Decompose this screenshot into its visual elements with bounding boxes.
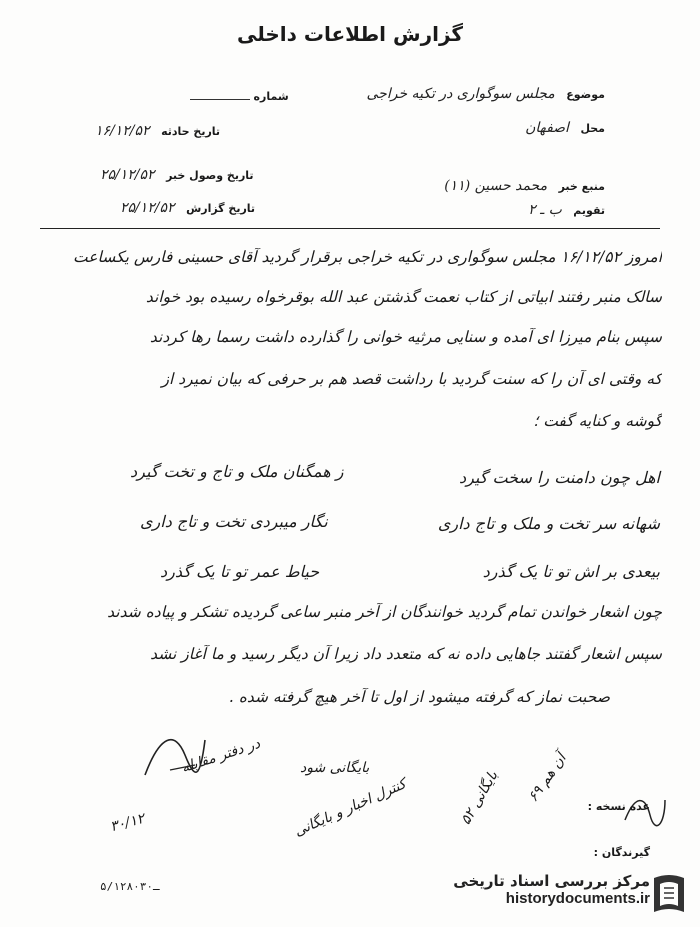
closing-line: چون اشعار خواندن تمام گردید خوانندگان از آخر منبر ساعی گردیده تشکر و پیاده شدند	[107, 603, 662, 621]
report-date-value: ۲۵/۱۲/۵۲	[120, 200, 175, 216]
annotation-note: در دفتر مقابله	[179, 735, 263, 777]
place-label: محل	[580, 122, 605, 135]
serial-number: ۵/۱۲۸۰ـ۳۰	[100, 880, 160, 893]
agent-value: محمد حسین (۱۱)	[444, 178, 548, 194]
report-date-label: تاریخ گزارش	[186, 202, 256, 215]
verse-right: بیعدی بر اش تو تا یک گذرد	[482, 562, 660, 581]
body-line: که وقتی ای آن را که سنت گردید با رداشت قصد هم بر حرفی که بیان نمیرد از	[161, 370, 662, 388]
closing-line: صحبت نماز که گرفته میشود از اول تا آخر هیچ گرفته شده .	[228, 688, 610, 706]
verse-left: نگار میبردی تخت و تاج داری	[140, 512, 328, 531]
subject-field	[367, 86, 605, 102]
verse-left: حیاط عمر تو تا یک گذرد	[160, 562, 320, 581]
receipt-date-field	[100, 167, 254, 183]
verse-right: شهانه سر تخت و ملک و تاج داری	[437, 514, 660, 533]
annotation-note: آن هم ۶۹	[525, 750, 570, 806]
header-divider	[40, 228, 660, 229]
subject-value: مجلس سوگواری در تکیه خراجی	[366, 86, 555, 102]
annotation-note: ۳۰/۱۲	[108, 810, 147, 836]
verse-right: اهل چون دامنت را سخت گیرد	[458, 468, 660, 487]
number-label: شماره	[253, 90, 289, 103]
eval-value: ب ـ ۲	[528, 202, 562, 218]
body-line: امروز ۱۶/۱۲/۵۲ مجلس سوگواری در تکیه خراجی برقرار گردید آقای حسینی فارس یکساعت	[73, 248, 662, 266]
watermark-name: مرکز بررسی اسناد تاریخی	[453, 872, 650, 890]
body-line: سپس بنام میرزا ای آمده و سنایی مرثیه خوانی را گذارده داشت رسما رها کردند	[149, 328, 662, 346]
annotation-note: بایگانی ۵۲	[457, 768, 502, 828]
watermark	[453, 872, 650, 907]
event-date-value: ۱۶/۱۲/۵۲	[95, 123, 150, 139]
eval-label: تقویم	[573, 204, 605, 217]
number-blank	[190, 99, 250, 100]
subject-label: موضوع	[566, 88, 605, 101]
annotation-note: کنترل اخبار و بایگانی	[291, 776, 409, 840]
body-line: سالک منبر رفتند ابیاتی از کتاب نعمت گذشتن عبد الله بوقرخواه رسیده بود خواند	[145, 288, 662, 306]
number-field	[190, 90, 289, 103]
copies-label: عده نسخه :	[587, 800, 650, 813]
receipt-date-value: ۲۵/۱۲/۵۲	[100, 167, 155, 183]
handwritten-signature	[140, 725, 210, 785]
event-date-label: تاریخ حادثه	[161, 125, 221, 138]
verse-left: ز همگنان ملک و تاج و تخت گیرد	[130, 462, 344, 481]
page-title: گزارش اطلاعات داخلی	[236, 22, 464, 46]
agent-label: منبع خبر	[558, 180, 605, 193]
closing-line: سپس اشعار گفتند جاهایی داده نه که متعدد داد زیرا آن دیگر رسید و ما آغاز نشد	[150, 645, 662, 663]
agent-field	[444, 178, 605, 194]
recipients-label: گیرندگان :	[593, 846, 650, 859]
place-value: اصفهان	[525, 120, 569, 136]
place-field	[525, 120, 605, 136]
report-date-field	[120, 200, 255, 216]
watermark-url: historydocuments.ir	[505, 890, 650, 907]
annotation-note: بایگانی شود	[300, 760, 370, 776]
body-line: گوشه و کنایه گفت ؛	[533, 412, 662, 430]
eval-field	[528, 202, 605, 218]
book-logo-icon	[650, 870, 688, 918]
event-date-field	[95, 123, 220, 139]
receipt-date-label: تاریخ وصول خبر	[166, 169, 254, 182]
